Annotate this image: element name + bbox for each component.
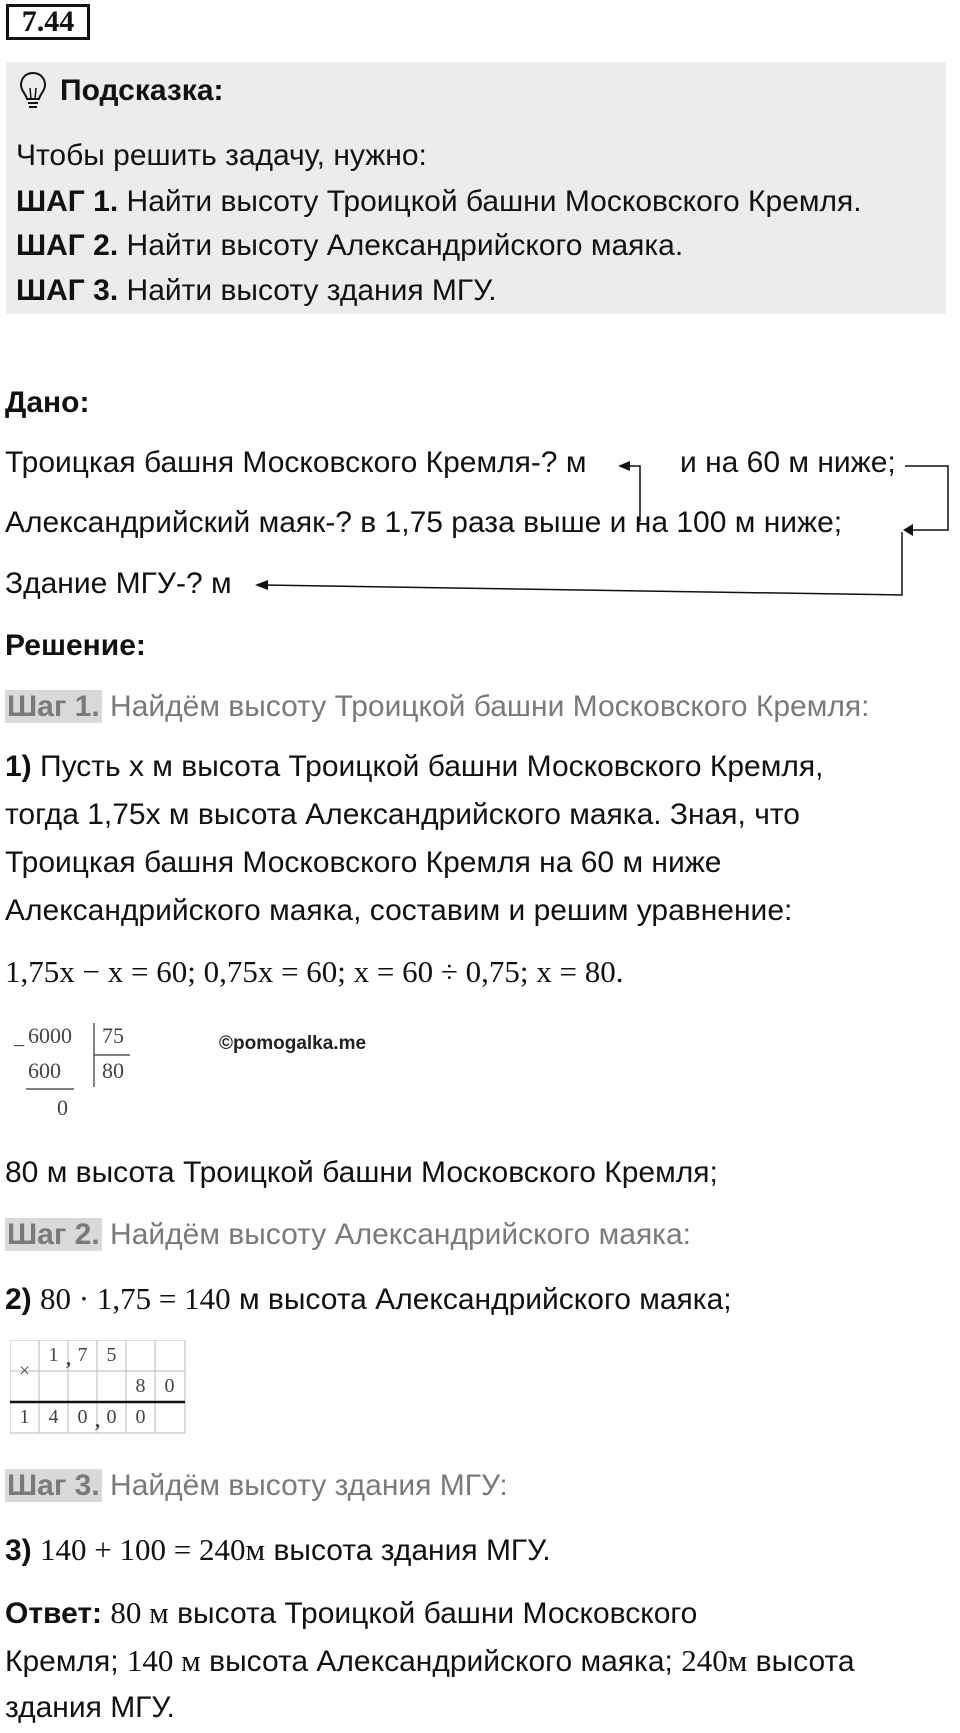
division-lines <box>0 1015 150 1115</box>
answer-line-3: здания МГУ. <box>5 1691 175 1724</box>
given-line-3: Здание МГУ-? м <box>5 567 232 600</box>
answer-line-1 <box>5 1597 697 1629</box>
division-minus: − <box>13 1033 26 1058</box>
hint-step-text: Найти высоту здания МГУ. <box>126 274 497 307</box>
answer-text: высота Александрийского маяка; <box>209 1645 673 1678</box>
hint-intro: Чтобы решить задачу, нужно: <box>16 139 427 172</box>
mult-digit: 0 <box>164 1375 175 1397</box>
watermark: ©pomogalka.me <box>219 1033 367 1054</box>
mult-digit: 5 <box>106 1344 117 1366</box>
formula: 80 · 1,75 = 140 <box>40 1281 231 1316</box>
step-heading-text: Найдём высоту Троицкой башни Московского Кремля: <box>110 690 870 723</box>
mult-digit: 4 <box>48 1406 59 1428</box>
given-arrows <box>0 0 960 620</box>
given-line-1a: Троицкая башня Московского Кремля-? м <box>5 446 587 479</box>
solution-title: Решение: <box>5 629 146 662</box>
hint-step-label: ШАГ 3. <box>16 274 119 307</box>
step-1-line-3: Троицкая башня Московского Кремля на 60 м ниже <box>5 846 722 879</box>
answer-text: высота Троицкой башни Московского <box>177 1597 698 1630</box>
step-label: Шаг 3. <box>7 1469 100 1502</box>
text: м высота Александрийского маяка; <box>238 1283 732 1316</box>
text: Пусть x м высота Троицкой башни Московского Кремля, <box>40 750 824 783</box>
formula: 140 + 100 = 240м <box>40 1532 266 1567</box>
step-2-heading <box>5 1220 691 1250</box>
step-3-line <box>5 1534 551 1566</box>
problem-number: 7.44 <box>6 4 90 40</box>
answer-value: 140 м <box>126 1643 201 1678</box>
step-number: 1) <box>5 750 32 783</box>
step-1-line-1 <box>5 752 823 782</box>
mult-comma: , <box>95 1410 100 1432</box>
hint-step-text: Найти высоту Александрийского маяка. <box>126 229 684 262</box>
step-label: Шаг 1. <box>7 690 100 723</box>
mult-digit: 7 <box>77 1344 88 1366</box>
answer-value: 80 м <box>110 1595 169 1630</box>
step-heading-text: Найдём высоту здания МГУ: <box>110 1469 508 1502</box>
mult-digit: 0 <box>106 1406 117 1428</box>
mult-digit: 1 <box>48 1344 59 1366</box>
long-division <box>0 1015 150 1120</box>
division-divisor: 75 <box>102 1023 124 1048</box>
step-1-line-4: Александрийского маяка, составим и решим уравнение: <box>5 894 793 927</box>
hint-step-text: Найти высоту Троицкой башни Московского Кремля. <box>126 185 862 218</box>
mult-comma: , <box>66 1348 71 1370</box>
step-label: Шаг 2. <box>7 1218 100 1251</box>
step-3-heading <box>5 1471 508 1501</box>
division-quotient: 80 <box>102 1058 124 1083</box>
division-subtrahend: 600 <box>28 1058 61 1083</box>
mult-digit: 1 <box>19 1406 30 1428</box>
mult-digit: 0 <box>77 1406 88 1428</box>
given-line-2: Александрийский маяк-? в 1,75 раза выше и на 100 м ниже; <box>5 506 843 539</box>
hint-step-label: ШАГ 1. <box>16 185 119 218</box>
mult-sign: × <box>18 1360 31 1382</box>
step-1-line-2: тогда 1,75x м высота Александрийского маяка. Зная, что <box>5 798 800 831</box>
answer-value: 240м <box>681 1643 748 1678</box>
step-number: 2) <box>5 1283 32 1316</box>
step-number: 3) <box>5 1534 32 1567</box>
answer-text: Кремля; <box>5 1645 119 1678</box>
step-2-line <box>5 1283 732 1315</box>
given-line-1b: и на 60 м ниже; <box>680 446 896 479</box>
answer-label: Ответ: <box>5 1597 103 1630</box>
given-title: Дано: <box>5 386 90 419</box>
mult-digit: 0 <box>135 1406 146 1428</box>
step-1-result: 80 м высота Троицкой башни Московского Кремля; <box>5 1156 718 1189</box>
step-heading-text: Найдём высоту Александрийского маяка: <box>110 1218 691 1251</box>
multiplication-grid <box>10 1340 190 1440</box>
hint-step-label: ШАГ 2. <box>16 229 119 262</box>
answer-line-2 <box>5 1645 855 1677</box>
step-1-heading <box>5 692 869 722</box>
step-1-equation: 1,75x − x = 60; 0,75x = 60; x = 60 ÷ 0,75; x = 80. <box>5 954 624 989</box>
answer-text: высота <box>755 1645 855 1678</box>
text: высота здания МГУ. <box>273 1534 551 1567</box>
hint-title: Подсказка: <box>60 74 224 107</box>
mult-digit: 8 <box>135 1375 146 1397</box>
division-dividend: 6000 <box>28 1023 72 1048</box>
division-remainder: 0 <box>57 1095 68 1120</box>
